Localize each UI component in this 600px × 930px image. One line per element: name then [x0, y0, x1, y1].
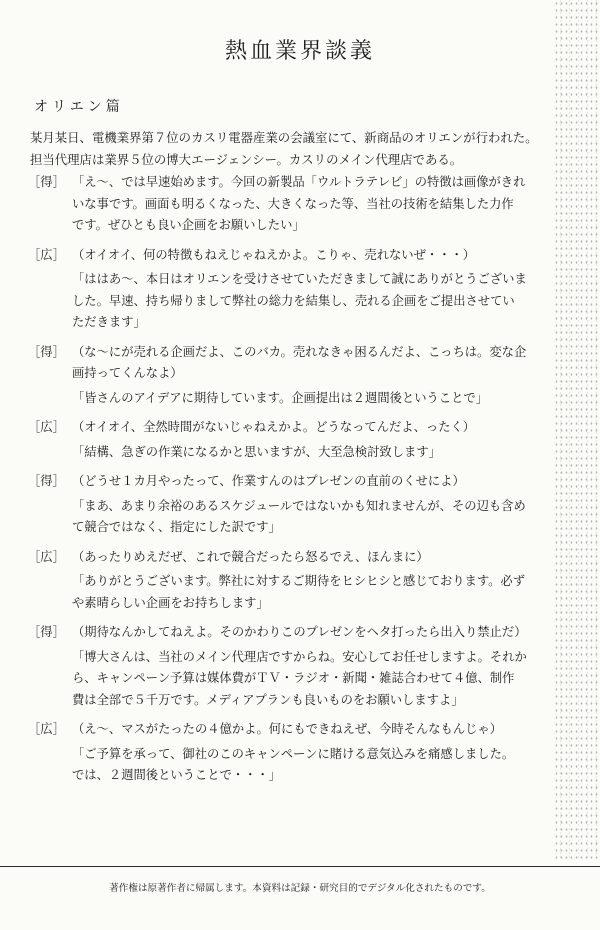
page-title: 熱血業界談義 — [224, 39, 375, 64]
scan-noise — [554, 0, 600, 860]
speaker-label: ［広］ — [28, 722, 65, 736]
dialogue-line — [28, 342, 548, 385]
dialogue-text: 「まあ、あまり余裕のあるスケジュールではないかも知れませんが、その辺も含め て競合ではなく、指定にした訳です」 — [72, 498, 526, 534]
dialogue-line — [28, 744, 548, 787]
dialogue-text: 「ありがとうございます。弊社に対するご期待をヒシヒシと感じております。必ず や素晴らしい企画をお持ちします」 — [72, 574, 526, 610]
speaker-label: ［広］ — [28, 549, 65, 564]
dialogue-line — [28, 442, 548, 464]
dialogue-text: （な〜にが売れる企画だよ、このバカ。売れなきゃ困るんだよ、こっちは。変な企 画持ってくんなよ） — [72, 344, 527, 380]
dialogue-line — [28, 417, 548, 439]
dialogue-text: （オイオイ、何の特徴もねえじゃねえかよ。こりゃ、売れないぜ・・・） — [72, 247, 476, 262]
dialogue-line — [28, 571, 548, 614]
dialogue-list — [28, 172, 548, 787]
dialogue-line — [28, 388, 548, 410]
dialogue-line — [28, 647, 548, 712]
intro-line: 担当代理店は業界５位の博大エージェンシー。カスリのメイン代理店である。 — [30, 152, 463, 167]
copyright-footer: 著作権は原著作者に帰属します。本資料は記録・研究目的でデジタル化されたものです。 — [109, 883, 491, 894]
speaker-label: ［得］ — [28, 474, 65, 488]
dialogue-line — [28, 172, 548, 237]
dialogue-line — [28, 719, 548, 741]
dialogue-line — [28, 269, 548, 334]
dialogue-text: 「皆さんのアイデアに期待しています。企画提出は２週間後ということで」 — [72, 390, 489, 405]
dialogue-line — [28, 471, 548, 493]
section-heading: オリエン篇 — [34, 99, 124, 115]
dialogue-line — [28, 245, 548, 267]
dialogue-text: 「ご予算を承って、御社のこのキャンペーンに賭ける意気込みを痛感しました。 では、２週間後ということで・・・」 — [72, 746, 515, 782]
dialogue-text: （え〜、マスがたったの４億かよ。何にもできねえぜ、今時そんなもんじゃ） — [72, 722, 503, 736]
dialogue-text: （期待なんかしてねえよ。そのかわりこのプレゼンをヘタ打ったら出入り禁止だ） — [72, 625, 527, 639]
dialogue-text: （あったりめえだぜ、これで競合だったら怒るでえ、ほんまに） — [72, 549, 429, 564]
dialogue-line — [28, 622, 548, 644]
dialogue-text: 「博大さんは、当社のメイン代理店ですからね。安心してお任せしますよ。それか ら、キャンペーン予算は媒体費がＴＶ・ラジオ・新聞・雑誌合わせて４億、制作 費は全部で５千万です。メディアプランも良いものをお願いしますよ」 — [72, 649, 527, 707]
dialogue-text: （オイオイ、全然時間がないじゃねえかよ。どうなってんだよ、ったく） — [72, 420, 476, 434]
dialogue-text: （どうせ１カ月やったって、作業すんのはプレゼンの直前のくせによ） — [72, 474, 465, 488]
dialogue-text: 「結構、急ぎの作業になるかと思いますが、大至急検討致します」 — [72, 444, 441, 459]
dialogue-line — [28, 547, 548, 569]
dialogue-text: 「ははあ〜、本日はオリエンを受けさせていただきまして誠にありがとうございま した。早速、持ち帰りまして弊社の総力を結集し、売れる企画をご提出させてい ただきます」 — [72, 272, 527, 329]
speaker-label: ［広］ — [28, 420, 65, 434]
dialogue-line — [28, 496, 548, 539]
speaker-label: ［得］ — [28, 344, 65, 359]
speaker-label: ［得］ — [28, 175, 65, 189]
intro-line: 某月某日、電機業界第７位のカスリ電器産業の会議室にて、新商品のオリエンが行われた。 — [30, 130, 538, 145]
footer-divider — [0, 866, 600, 867]
speaker-label: ［得］ — [28, 625, 65, 639]
speaker-label: ［広］ — [28, 247, 65, 262]
dialogue-text: 「え〜、では早速始めます。今回の新製品「ウルトラテレビ」の特徴は画像がきれ いな事です。画面も明るくなった、大きくなった等、当社の技術を結集した力作 です。ぜひとも良い企画をお願いしたい」 — [72, 175, 526, 232]
